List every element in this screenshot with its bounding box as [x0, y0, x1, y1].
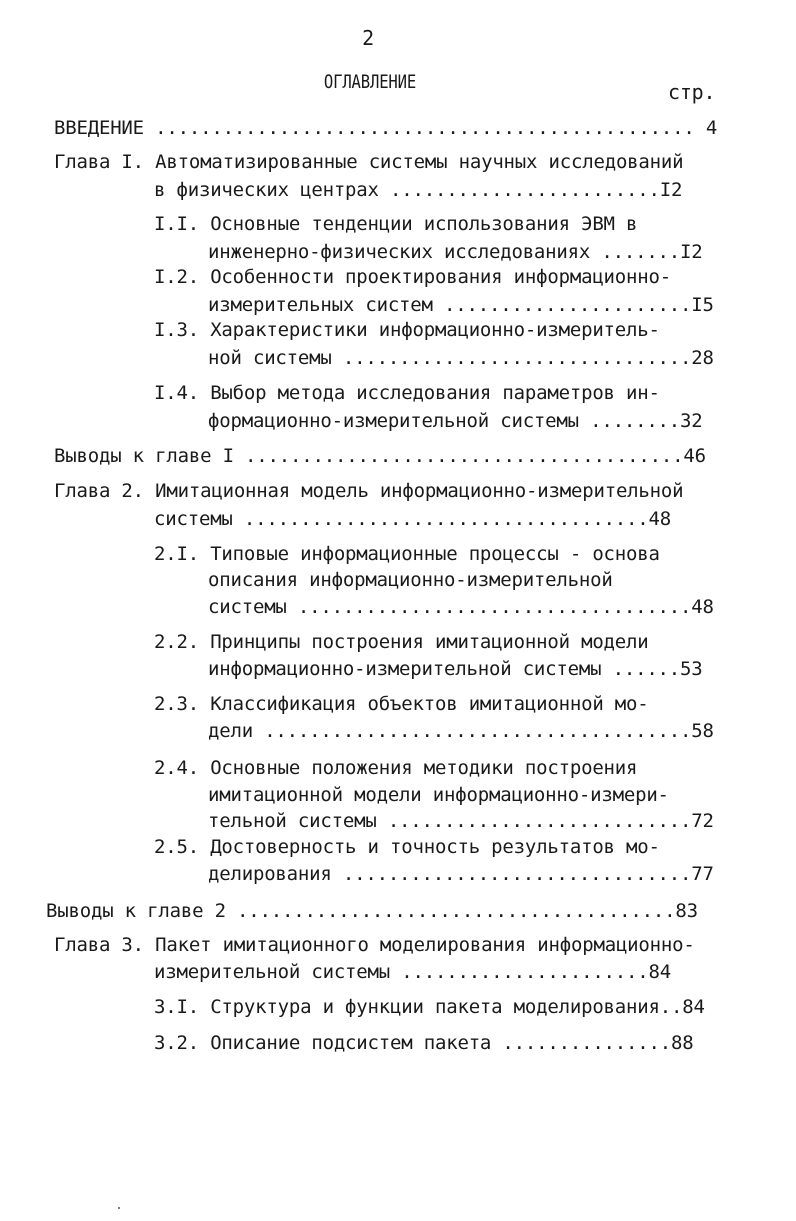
toc-line: делирования ...............................77 [208, 863, 714, 885]
toc-line: системы ....................................48 [154, 508, 671, 530]
page-column-label: стр. [668, 80, 716, 104]
toc-line: измерительной системы ......................84 [154, 961, 671, 983]
toc-line: 2.I. Типовые информационные процессы - основа [154, 543, 660, 565]
toc-title: ОГЛАВЛЕНИЕ [323, 71, 417, 93]
toc-line: 3.2. Описание подсистем пакета ...............88 [154, 1032, 694, 1054]
toc-line: Глава 2. Имитационная модель информационно-измерительной [54, 480, 684, 502]
toc-line: ной системы ...............................28 [208, 347, 714, 369]
toc-line: 2.2. Принципы построения имитационной модели [154, 631, 649, 653]
toc-line: ВВЕДЕНИЕ ................................................ 4 [54, 117, 718, 139]
toc-line: I.3. Характеристики информационно-измеритель- [154, 319, 660, 341]
toc-line: I.2. Особенности проектирования информационно- [154, 266, 671, 288]
toc-line: 2.4. Основные положения методики построения [154, 757, 638, 779]
toc-line: инженерно-физических исследованиях .......I2 [208, 241, 703, 263]
toc-line: I.I. Основные тенденции использования ЭВМ в [154, 213, 638, 235]
toc-line: Глава 3. Пакет имитационного моделирования информационно- [54, 934, 695, 956]
toc-line: 2.3. Классификация объектов имитационной мо- [154, 693, 649, 715]
toc-line: измерительных систем ......................I5 [208, 294, 714, 316]
page-number: 2 [362, 26, 374, 50]
toc-line: Глава I. Автоматизированные системы научных исследований [54, 151, 684, 173]
toc-line: формационно-измерительной системы ........32 [208, 410, 703, 432]
toc-line: 2.5. Достоверность и точность результатов мо- [154, 836, 660, 858]
toc-line: I.4. Выбор метода исследования параметров ин- [154, 382, 660, 404]
toc-line: имитационной модели информационно-измери- [208, 784, 669, 806]
toc-line: 3.I. Структура и функции пакета моделирования..84 [154, 996, 705, 1018]
scan-speck [118, 1207, 120, 1209]
toc-line: дели ......................................58 [208, 720, 714, 742]
toc-line: Выводы к главе I .......................................46 [54, 445, 706, 467]
toc-line: системы ...................................48 [208, 596, 714, 618]
toc-line: описания информационно-измерительной [208, 569, 613, 591]
toc-line: Выводы к главе 2 .......................................83 [46, 900, 698, 922]
toc-line: тельной системы ...........................72 [208, 810, 714, 832]
toc-line: в физических центрах ........................I2 [154, 179, 683, 201]
toc-line: информационно-измерительной системы ......53 [208, 658, 703, 680]
